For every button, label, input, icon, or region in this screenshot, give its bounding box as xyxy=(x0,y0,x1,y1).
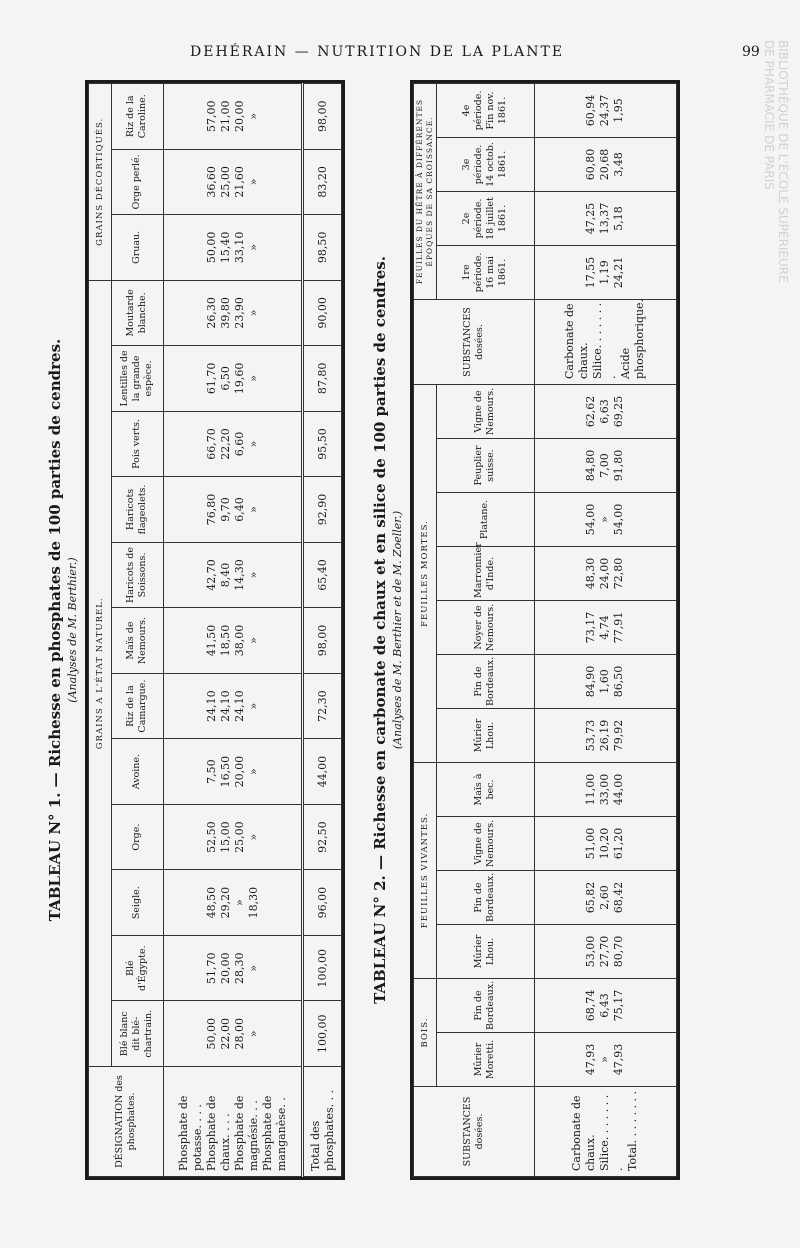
row-label-line: Phosphate de potasse. . . . xyxy=(176,1095,204,1171)
cell-value: 8,40 xyxy=(218,562,232,588)
cell-value: 6,43 xyxy=(598,993,612,1018)
library-stamp: BIBLIOTHÈQUE DE L'ÉCOLE SUPÉRIEURE DE PHARMACIE DE PARIS xyxy=(762,40,790,283)
table-cell xyxy=(534,871,676,925)
table-1-caption xyxy=(45,80,65,1180)
table-row xyxy=(534,84,676,1177)
cell-value: » xyxy=(246,506,260,513)
cell-value: 25,00 xyxy=(218,166,232,198)
cell-value: » xyxy=(246,375,260,382)
cell-value: 41,50 xyxy=(204,624,218,657)
total-cell: 44,00 xyxy=(612,773,626,806)
row-label-line: Silice. . . . . . . . xyxy=(598,1094,626,1171)
table-2-subtitle: (Analyses de M. Berthier et de M. Zoeller.) xyxy=(391,510,404,750)
cell-value: 42,70 xyxy=(204,559,218,591)
column-header: Mûrier Lhou. xyxy=(437,925,535,979)
cell-value: 50,00 xyxy=(204,231,218,264)
row-label-line: Acide phosphorique. xyxy=(619,298,647,379)
table-cell xyxy=(163,608,303,674)
hetre-cell xyxy=(534,246,676,300)
table-cell xyxy=(163,804,303,870)
cell-value: 26,30 xyxy=(204,297,218,329)
column-header: Noyer de Nemours. xyxy=(437,601,535,655)
table-1-grid xyxy=(88,83,342,1177)
row-label-line: Phosphate de manganèse. . xyxy=(260,1095,288,1171)
hetre-cell xyxy=(534,138,676,192)
cell-value: 24,37 xyxy=(598,94,612,127)
hetre-column-header: 4e période. Fin nov. 1861. xyxy=(437,84,535,138)
row-label xyxy=(534,1087,676,1177)
group-header-decortiques: GRAINS DÉCORTIQUÉS. xyxy=(89,84,112,281)
table-1-body xyxy=(163,84,341,1177)
cell-value: 6,50 xyxy=(218,366,232,391)
table-cell xyxy=(163,149,303,215)
cell-value: » xyxy=(598,516,612,523)
column-header: Platane. xyxy=(437,493,535,547)
cell-value: » xyxy=(246,440,260,448)
column-header: Mûrier Moretti. xyxy=(437,1033,535,1087)
total-cell: 91,80 xyxy=(612,449,626,482)
row-label-line: Phosphate de magnésie. . . xyxy=(232,1095,260,1171)
group-header-hetre: FEUILLES DU HÊTRE À DIFFÉRENTES ÉPOQUES DE SA CROISSANCE. xyxy=(414,84,437,300)
total-cell: 79,92 xyxy=(612,719,626,752)
table-cell xyxy=(534,439,676,493)
table-cell xyxy=(534,925,676,979)
cell-value: » xyxy=(246,571,260,579)
cell-value: 7,00 xyxy=(598,453,612,478)
cell-value: 25,00 xyxy=(232,821,246,853)
cell-value: 24,21 xyxy=(612,256,626,289)
table-cell xyxy=(163,935,303,1001)
cell-value: 38,00 xyxy=(232,624,246,657)
group-header-vivantes: FEUILLES VIVANTES. xyxy=(414,763,437,979)
table-2-frame xyxy=(410,80,680,1180)
total-label: Total des phosphates. . . xyxy=(303,1067,342,1177)
table-1-title: Richesse en phosphates de 100 parties de cendres. xyxy=(46,338,64,768)
column-header: Marronnier d'Inde. xyxy=(437,547,535,601)
cell-value: 24,00 xyxy=(598,557,612,590)
column-header: Pin de Bordeaux. xyxy=(437,979,535,1033)
cell-value: 18,30 xyxy=(246,886,260,919)
total-cell: 98,00 xyxy=(303,84,342,150)
total-cell: 92,90 xyxy=(303,477,342,543)
table-cell xyxy=(163,477,303,543)
substances-header: SUBSTANCES dosées. xyxy=(414,1087,535,1177)
cell-value: 21,60 xyxy=(232,166,246,198)
row-label-line: Carbonate de chaux. xyxy=(570,1095,598,1171)
cell-value: 39,80 xyxy=(218,297,232,329)
table-cell xyxy=(163,542,303,608)
cell-value: 2,60 xyxy=(598,885,612,910)
column-header: Riz de la Caroline. xyxy=(112,84,164,150)
cell-value: 54,00 xyxy=(584,503,598,536)
cell-value: 57,00 xyxy=(204,100,218,133)
cell-value: 27,70 xyxy=(598,935,612,968)
total-cell: 69,25 xyxy=(612,395,626,428)
column-header: Lentilles de la grande espèce. xyxy=(112,346,164,412)
table-cell xyxy=(534,709,676,763)
cell-value: 6,40 xyxy=(232,497,246,522)
cell-value: 6,60 xyxy=(232,431,246,457)
cell-value: 36,60 xyxy=(204,166,218,198)
cell-value: 22,00 xyxy=(218,1017,232,1050)
column-header: Avoine. xyxy=(112,739,164,805)
cell-value: » xyxy=(246,1030,260,1038)
column-header: Haricots flageolets. xyxy=(112,477,164,543)
cell-value: » xyxy=(246,309,260,317)
cell-value: 18,50 xyxy=(218,624,232,657)
cell-value: 10,20 xyxy=(598,827,612,860)
hetre-row-label xyxy=(534,300,676,385)
table-cell xyxy=(163,215,303,281)
column-header: Maïs à bec. xyxy=(437,763,535,817)
total-cell: 100,00 xyxy=(303,935,342,1001)
cell-value: 1,95 xyxy=(612,98,626,123)
row-label-line: Carbonate de chaux. xyxy=(563,303,591,379)
column-header: Pois verts. xyxy=(112,411,164,477)
total-cell: 75,17 xyxy=(612,989,626,1022)
total-cell: 72,80 xyxy=(612,557,626,590)
table-1-frame xyxy=(85,80,345,1180)
cell-value: 47,25 xyxy=(584,202,598,235)
table-cell xyxy=(163,346,303,412)
table-cell xyxy=(534,385,676,439)
table-cell xyxy=(163,673,303,739)
table-cell xyxy=(163,1001,303,1067)
total-cell: 68,42 xyxy=(612,881,626,914)
hetre-cell xyxy=(534,192,676,246)
total-label: Total. . . . . . . . xyxy=(626,1090,640,1171)
total-cell: 61,20 xyxy=(612,827,626,860)
table-2-number: TABLEAU N° 2. — xyxy=(371,855,389,1004)
table-cell xyxy=(163,870,303,936)
cell-value: » xyxy=(246,112,260,120)
cell-value: 24,10 xyxy=(204,690,218,722)
table-2-column-headers xyxy=(437,84,535,1177)
table-2-body xyxy=(534,84,676,1177)
total-row xyxy=(303,84,342,1177)
column-header: Haricots de Soissons. xyxy=(112,542,164,608)
cell-value: 17,55 xyxy=(584,256,598,289)
cell-value: 53,73 xyxy=(584,719,598,752)
total-cell: 87,80 xyxy=(303,346,342,412)
cell-value: » xyxy=(598,1056,612,1063)
total-cell: 95,50 xyxy=(303,411,342,477)
cell-value: 60,80 xyxy=(584,148,598,181)
designation-header: DÉSIGNATION des phosphates. xyxy=(89,1067,164,1177)
cell-value: 4,74 xyxy=(598,615,612,640)
table-1-column-headers xyxy=(112,84,164,1177)
column-header: Vigne de Nemours. xyxy=(437,385,535,439)
column-header: Maïs de Nemours. xyxy=(112,608,164,674)
cell-value: 20,00 xyxy=(232,755,246,788)
cell-value: 23,90 xyxy=(232,297,246,329)
hetre-column-header: 1re période. 16 mai 1861. xyxy=(437,246,535,300)
cell-value: 28,00 xyxy=(232,1017,246,1050)
table-cell xyxy=(534,493,676,547)
table-cell xyxy=(163,739,303,805)
column-header: Mûrier Lhou. xyxy=(437,709,535,763)
table-cell xyxy=(534,655,676,709)
total-cell: 90,00 xyxy=(303,280,342,346)
table-cell xyxy=(534,547,676,601)
table-cell xyxy=(534,979,676,1033)
table-row xyxy=(163,84,303,1177)
cell-value: 84,90 xyxy=(584,665,598,698)
cell-value: » xyxy=(246,637,260,644)
table-cell xyxy=(534,817,676,871)
column-header: Pin de Bordeaux. xyxy=(437,871,535,925)
hetre-substances-header: SUBSTANCES dosées. xyxy=(414,300,535,385)
cell-value: 22,20 xyxy=(218,428,232,460)
total-cell: 96,00 xyxy=(303,870,342,936)
row-label xyxy=(163,1067,303,1177)
cell-value: » xyxy=(232,899,246,907)
column-header: Moutarde blanche. xyxy=(112,280,164,346)
cell-value: 62,62 xyxy=(584,395,598,428)
cell-value: 50,00 xyxy=(204,1017,218,1050)
table-1 xyxy=(45,80,350,1180)
cell-value: 47,93 xyxy=(584,1043,598,1076)
cell-value: 15,00 xyxy=(218,821,232,853)
cell-value: 51,70 xyxy=(204,952,218,984)
total-cell: 92,50 xyxy=(303,804,342,870)
table-cell xyxy=(534,763,676,817)
hetre-column-header: 2e période. 18 juillet 1861. xyxy=(437,192,535,246)
cell-value: 20,00 xyxy=(232,100,246,133)
row-label-line: Phosphate de chaux. . . . xyxy=(204,1095,232,1171)
cell-value: 21,00 xyxy=(218,100,232,133)
table-1-number: TABLEAU N° 1. — xyxy=(46,772,64,922)
total-cell: 83,20 xyxy=(303,149,342,215)
column-header: Pin de Bordeaux. xyxy=(437,655,535,709)
cell-value: 16,50 xyxy=(218,755,232,788)
cell-value: 26,19 xyxy=(598,719,612,752)
table-cell xyxy=(163,84,303,150)
cell-value: 29,20 xyxy=(218,886,232,919)
total-cell: 98,00 xyxy=(303,608,342,674)
hetre-column-header: 3e période. 14 octob. 1861. xyxy=(437,138,535,192)
cell-value: 1,19 xyxy=(598,260,612,285)
cell-value: 20,68 xyxy=(598,148,612,181)
cell-value: 33,10 xyxy=(232,231,246,264)
table-cell xyxy=(163,280,303,346)
cell-value: 7,50 xyxy=(204,759,218,784)
cell-value: » xyxy=(246,833,260,841)
column-header: Orge perlé. xyxy=(112,149,164,215)
total-cell: 77,91 xyxy=(612,611,626,644)
cell-value: » xyxy=(246,702,260,710)
cell-value: » xyxy=(246,964,260,972)
cell-value: 53,00 xyxy=(584,935,598,968)
cell-value: 1,60 xyxy=(598,669,612,694)
table-cell xyxy=(534,1033,676,1087)
total-cell: 80,70 xyxy=(612,935,626,968)
cell-value: 14,30 xyxy=(232,559,246,591)
cell-value: 61,70 xyxy=(204,362,218,395)
cell-value: 76,80 xyxy=(204,493,218,526)
cell-value: 33,00 xyxy=(598,773,612,806)
column-header: Blé blanc dit blé-chartrain. xyxy=(112,1001,164,1067)
cell-value: 13,37 xyxy=(598,202,612,235)
table-cell xyxy=(534,601,676,655)
cell-value: 15,40 xyxy=(218,231,232,264)
column-header: Seigle. xyxy=(112,870,164,936)
cell-value: 24,10 xyxy=(232,690,246,722)
total-cell: 65,40 xyxy=(303,542,342,608)
column-header: Orge. xyxy=(112,804,164,870)
total-cell: 47,93 xyxy=(612,1043,626,1076)
total-cell: 72,30 xyxy=(303,673,342,739)
cell-value: » xyxy=(246,178,260,186)
total-cell: 44,00 xyxy=(303,739,342,805)
group-header-naturel: GRAINS A L'ÉTAT NATUREL. xyxy=(89,280,112,1066)
column-header: Blé d'Égypte. xyxy=(112,935,164,1001)
group-header-mortes: FEUILLES MORTES. xyxy=(414,385,437,763)
table-2-title: Richesse en carbonate de chaux et en silice de 100 parties de cendres. xyxy=(371,256,389,850)
table-2 xyxy=(370,80,690,1180)
cell-value: 24,10 xyxy=(218,690,232,722)
page-number: 99 xyxy=(742,44,760,60)
row-label-line: Silice. . . . . . . . xyxy=(591,302,619,379)
column-header: Peuplier suisse. xyxy=(437,439,535,493)
total-cell: 54,00 xyxy=(612,503,626,536)
cell-value: » xyxy=(246,244,260,251)
cell-value: 28,30 xyxy=(232,952,246,984)
column-header: Vigne de Nemours. xyxy=(437,817,535,871)
cell-value: 48,30 xyxy=(584,557,598,590)
cell-value: 73,17 xyxy=(584,611,598,644)
group-header-bois: BOIS. xyxy=(414,979,437,1087)
total-cell: 86,50 xyxy=(612,665,626,698)
table-cell xyxy=(163,411,303,477)
table-2-caption xyxy=(370,80,390,1180)
hetre-cell xyxy=(534,84,676,138)
cell-value: » xyxy=(246,768,260,775)
total-cell: 100,00 xyxy=(303,1001,342,1067)
cell-value: 68,74 xyxy=(584,989,598,1022)
cell-value: 84,80 xyxy=(584,449,598,482)
cell-value: 60,94 xyxy=(584,94,598,127)
cell-value: 52,50 xyxy=(204,821,218,853)
cell-value: 66,70 xyxy=(204,428,218,460)
cell-value: 6,63 xyxy=(598,399,612,424)
cell-value: 65,82 xyxy=(584,881,598,914)
column-header: Gruau. xyxy=(112,215,164,281)
table-2-grid xyxy=(413,83,677,1177)
column-header: Riz de la Camargue. xyxy=(112,673,164,739)
cell-value: 20,00 xyxy=(218,952,232,984)
table-1-subtitle: (Analyses de M. Berthier.) xyxy=(66,557,79,703)
cell-value: 5,18 xyxy=(612,206,626,231)
cell-value: 9,70 xyxy=(218,497,232,522)
cell-value: 3,48 xyxy=(612,152,626,177)
cell-value: 48,50 xyxy=(204,886,218,919)
total-cell: 98,50 xyxy=(303,215,342,281)
cell-value: 19,60 xyxy=(232,362,246,395)
cell-value: 11,00 xyxy=(584,773,598,806)
cell-value: 51,00 xyxy=(584,827,598,860)
running-title: DEHÉRAIN — NUTRITION DE LA PLANTE xyxy=(190,44,565,60)
